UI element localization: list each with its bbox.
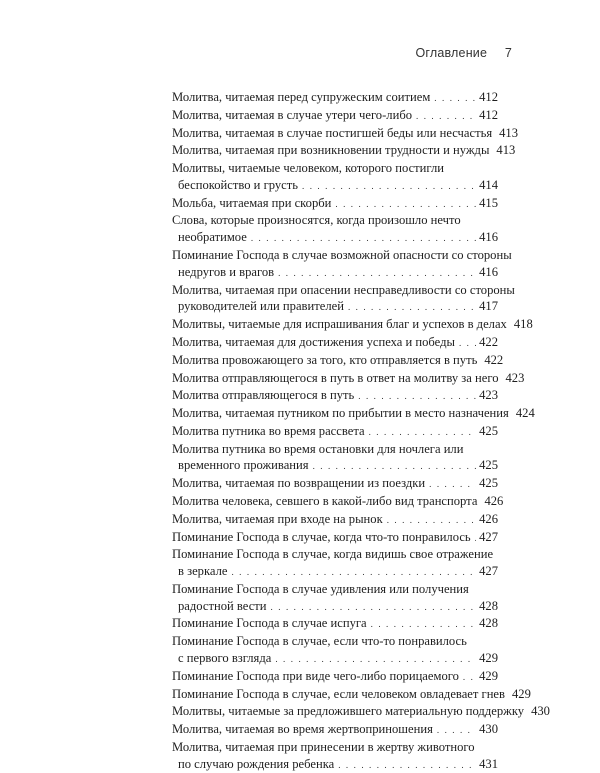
- toc-entry-title: в зеркале: [178, 564, 228, 579]
- dot-leader: [437, 722, 476, 739]
- toc-entry-page: 412: [479, 107, 498, 122]
- toc-entry-line: [172, 529, 498, 547]
- toc-entry-title: Молитва, читаемая по возвращении из поездки: [172, 476, 426, 491]
- dot-leader: [231, 564, 476, 581]
- table-of-contents: [172, 89, 550, 773]
- toc-entry-line: [172, 721, 498, 739]
- toc-entry-title: Поминание Господа при виде чего-либо порицаемого: [172, 668, 459, 683]
- toc-entry-page: 429: [479, 668, 498, 683]
- toc-entry-line: [172, 282, 515, 299]
- dot-leader: [371, 616, 476, 633]
- toc-entry-title: с первого взгляда: [178, 651, 272, 665]
- toc-entry-title: Молитвы, читаемые для испрашивания благ и успехов в делах: [172, 317, 507, 332]
- dot-leader: [463, 669, 476, 686]
- toc-entry: [172, 247, 512, 282]
- toc-entry-title: Поминание Господа в случае, если человеком овладевает гнев: [172, 686, 505, 701]
- toc-entry-title: Поминание Господа в случае, когда видишь свое отражение: [172, 547, 494, 562]
- dot-leader: [387, 512, 476, 529]
- toc-entry-line: [172, 493, 504, 511]
- toc-entry-page: 412: [479, 90, 498, 104]
- toc-entry-page: 422: [484, 352, 504, 367]
- dot-leader: [338, 757, 476, 773]
- toc-entry-line: [172, 686, 531, 704]
- toc-entry: [172, 739, 498, 773]
- toc-entry-title: Молитва путника во время рассвета: [172, 423, 365, 438]
- toc-entry-line: [172, 511, 498, 529]
- toc-entry-page: 414: [479, 177, 498, 192]
- toc-entry: [172, 142, 516, 160]
- dot-leader: [459, 335, 476, 352]
- toc-entry-line: [172, 457, 498, 475]
- dot-leader: [429, 476, 476, 493]
- toc-entry-page: 417: [479, 299, 498, 314]
- toc-entry-page: 416: [479, 230, 498, 245]
- toc-entry-page: 425: [479, 423, 498, 438]
- toc-entry-title: Поминание Господа в случае, когда что-то понравилось: [172, 529, 471, 544]
- toc-entry-page: 428: [479, 598, 498, 613]
- toc-entry: [172, 387, 498, 405]
- toc-entry-title: по случаю рождения ребенка: [178, 756, 335, 771]
- toc-entry-line: [172, 633, 498, 650]
- toc-entry-title: необратимое: [178, 230, 247, 245]
- toc-entry-title: Поминание Господа в случае, если что-то понравилось: [172, 634, 467, 649]
- toc-entry-title: Молитва, читаемая во время жертвоприношения: [172, 722, 433, 737]
- dot-leader: [416, 108, 476, 125]
- toc-entry-title: недругов и врагов: [178, 264, 275, 279]
- toc-entry-title: беспокойство и грусть: [178, 177, 299, 192]
- toc-entry: [172, 511, 498, 529]
- toc-entry-title: Молитва путника во время остановки для ночлега или: [172, 441, 464, 456]
- toc-entry-title: Молитвы, читаемые человеком, которого постигли: [172, 161, 444, 176]
- toc-entry-title: Молитва, читаемая путником по прибытии в место назначения: [172, 406, 509, 421]
- toc-entry-title: Поминание Господа в случае удивления или получения: [172, 581, 469, 596]
- toc-entry-page: 413: [499, 125, 519, 140]
- toc-entry-line: [172, 177, 498, 195]
- toc-entry-line: [172, 475, 498, 493]
- toc-entry-line: [172, 703, 550, 721]
- toc-entry-line: [172, 615, 498, 633]
- toc-entry-page: 429: [479, 651, 498, 665]
- toc-entry-page: 423: [479, 388, 498, 403]
- toc-entry: [172, 546, 498, 581]
- toc-entry-page: 429: [511, 686, 531, 701]
- dot-leader: [251, 230, 476, 247]
- toc-entry-line: [172, 581, 498, 598]
- toc-entry-line: [172, 668, 498, 686]
- toc-entry: [172, 160, 498, 195]
- toc-entry-title: Молитва отправляющегося в путь: [172, 388, 355, 403]
- toc-entry: [172, 703, 550, 721]
- toc-entry-title: Молитва отправляющегося в путь в ответ на молитву за него: [172, 370, 499, 385]
- toc-entry: [172, 212, 498, 247]
- toc-entry: [172, 405, 535, 423]
- toc-entry-line: [172, 212, 498, 229]
- toc-entry-page: 422: [479, 334, 498, 349]
- toc-entry-line: [172, 423, 498, 441]
- toc-entry: [172, 352, 504, 370]
- toc-entry-line: [172, 441, 498, 458]
- toc-entry: [172, 316, 533, 334]
- toc-entry-page: 425: [479, 476, 498, 491]
- toc-entry: [172, 423, 498, 441]
- toc-entry-page: 423: [505, 370, 525, 385]
- toc-entry-line: [172, 387, 498, 405]
- toc-entry-line: [172, 370, 525, 388]
- toc-entry: [172, 475, 498, 493]
- dot-leader: [275, 651, 476, 668]
- toc-entry-title: Молитва провожающего за того, кто отправляется в путь: [172, 352, 478, 367]
- dot-leader: [369, 424, 477, 441]
- toc-entry-title: Молитва человека, севшего в какой-либо вид транспорта: [172, 493, 478, 508]
- toc-entry-page: 416: [479, 264, 498, 279]
- toc-entry-page: 424: [515, 406, 535, 421]
- toc-entry-title: Молитва, читаемая в случае постигшей беды или несчастья: [172, 125, 493, 140]
- toc-entry-title: Молитва, читаемая при принесении в жертву животного: [172, 739, 475, 754]
- toc-entry: [172, 334, 498, 352]
- toc-entry-line: [172, 546, 498, 563]
- dot-leader: [302, 178, 476, 195]
- toc-entry-title: Молитва, читаемая при входе на рынок: [172, 511, 383, 526]
- toc-entry-line: [172, 195, 498, 213]
- running-head-title: Оглавление: [415, 46, 488, 60]
- toc-entry-line: [172, 650, 498, 668]
- toc-entry-line: [172, 142, 516, 160]
- toc-entry-page: 427: [479, 564, 498, 579]
- toc-entry-line: [172, 316, 533, 334]
- toc-entry: [172, 529, 498, 547]
- toc-entry-title: руководителей или правителей: [178, 299, 344, 314]
- toc-entry-title: Молитва, читаемая при возникновении трудности и нужды: [172, 143, 490, 158]
- toc-entry: [172, 125, 519, 143]
- toc-entry-line: [172, 352, 504, 370]
- toc-entry: [172, 282, 515, 317]
- dot-leader: [434, 90, 476, 107]
- toc-entry-line: [172, 160, 498, 177]
- toc-entry: [172, 668, 498, 686]
- toc-entry-title: Молитва, читаемая при опасении несправедливости со стороны: [172, 282, 515, 297]
- toc-entry-page: 425: [479, 458, 498, 473]
- toc-entry: [172, 633, 498, 668]
- toc-entry: [172, 721, 498, 739]
- toc-entry-page: 426: [484, 493, 504, 508]
- toc-entry: [172, 615, 498, 633]
- toc-entry-title: Молитвы, читаемые за предложившего материальную поддержку: [172, 704, 525, 719]
- dot-leader: [348, 299, 476, 316]
- toc-entry-line: [172, 264, 498, 282]
- toc-entry-page: 427: [479, 529, 498, 544]
- toc-entry: [172, 370, 525, 388]
- toc-entry-page: 413: [496, 143, 516, 158]
- toc-entry: [172, 686, 531, 704]
- toc-entry-line: [172, 756, 498, 773]
- dot-leader: [475, 530, 476, 547]
- toc-entry: [172, 493, 504, 511]
- toc-entry-page: 418: [513, 317, 533, 332]
- toc-entry-title: Поминание Господа в случае испуга: [172, 616, 367, 631]
- toc-entry: [172, 107, 498, 125]
- toc-entry-line: [172, 334, 498, 352]
- dot-leader: [335, 196, 476, 213]
- toc-entry-title: Молитва, читаемая в случае утери чего-либо: [172, 107, 413, 122]
- toc-entry-page: 426: [479, 511, 498, 526]
- toc-entry-page: 428: [479, 616, 498, 631]
- page-number: 7: [504, 46, 512, 60]
- toc-entry-title: временного проживания: [178, 458, 309, 473]
- toc-entry: [172, 89, 498, 107]
- toc-entry-title: радостной вести: [178, 598, 267, 613]
- toc-entry-line: [172, 563, 498, 581]
- dot-leader: [278, 265, 476, 282]
- dot-leader: [313, 458, 477, 475]
- toc-entry: [172, 441, 498, 476]
- toc-entry-line: [172, 298, 498, 316]
- toc-entry-title: Поминание Господа в случае возможной опасности со стороны: [172, 248, 512, 263]
- toc-entry-line: [172, 229, 498, 247]
- toc-entry-title: Мольба, читаемая при скорби: [172, 195, 332, 210]
- toc-entry-title: Молитва, читаемая для достижения успеха и победы: [172, 334, 455, 349]
- toc-entry-page: 431: [479, 756, 498, 771]
- dot-leader: [358, 388, 476, 405]
- toc-entry-line: [172, 89, 498, 107]
- toc-entry-title: Молитва, читаемая перед супружеским соитием: [172, 90, 431, 104]
- toc-entry-line: [172, 247, 512, 264]
- toc-entry-title: Слова, которые произносятся, когда произошло нечто: [172, 213, 461, 228]
- toc-entry-page: 430: [531, 704, 550, 719]
- toc-entry-line: [172, 125, 519, 143]
- toc-entry-page: 415: [479, 195, 498, 210]
- running-head: [415, 46, 512, 60]
- dot-leader: [271, 599, 477, 616]
- toc-entry-line: [172, 739, 498, 756]
- toc-entry: [172, 581, 498, 616]
- toc-entry-line: [172, 107, 498, 125]
- toc-entry: [172, 195, 498, 213]
- toc-entry-line: [172, 598, 498, 616]
- toc-entry-line: [172, 405, 535, 423]
- toc-entry-page: 430: [479, 722, 498, 737]
